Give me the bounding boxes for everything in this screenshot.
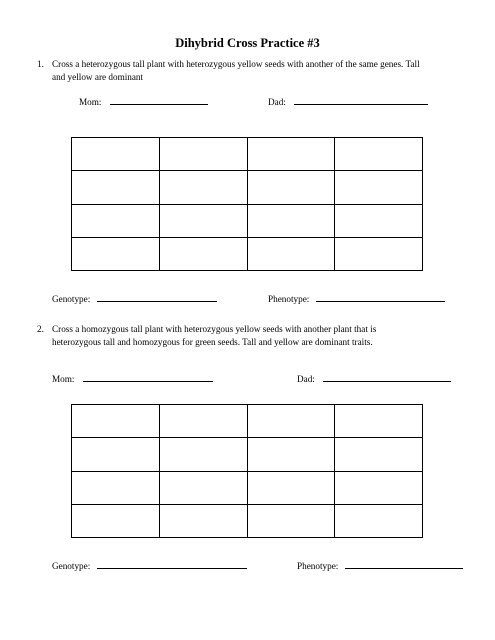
question-2-dad-field (297, 372, 451, 384)
punnett-cell[interactable] (72, 138, 160, 171)
punnett-cell[interactable] (159, 138, 247, 171)
question-2-mom-label: Mom: (52, 374, 75, 384)
question-1-genotype-label: Genotype: (52, 294, 91, 304)
question-2-punnett-square (71, 404, 423, 538)
question-1-mom-blank[interactable] (110, 95, 208, 105)
question-1-dad-blank[interactable] (294, 95, 428, 105)
punnett-cell[interactable] (72, 237, 160, 270)
question-1-mom-field (79, 95, 208, 107)
question-1-phenotype-blank[interactable] (316, 292, 445, 302)
question-2-phenotype-field (297, 559, 463, 571)
question-1-number: 1. (37, 59, 44, 69)
question-2-genotype-label: Genotype: (52, 561, 91, 571)
question-1-line-2: and yellow are dominant (52, 71, 144, 82)
punnett-cell[interactable] (335, 504, 423, 537)
question-1-genotype-field (52, 292, 217, 304)
question-2-line-1: Cross a homozygous tall plant with heterozygous yellow seeds with another plant that is (52, 324, 377, 334)
punnett-cell[interactable] (72, 504, 160, 537)
punnett-cell[interactable] (247, 138, 335, 171)
punnett-cell[interactable] (159, 504, 247, 537)
worksheet-title: Dihybrid Cross Practice #3 (175, 36, 320, 50)
punnett-cell[interactable] (247, 471, 335, 504)
punnett-cell[interactable] (247, 504, 335, 537)
punnett-cell[interactable] (335, 237, 423, 270)
question-2-genotype-blank[interactable] (97, 559, 247, 569)
punnett-cell[interactable] (159, 471, 247, 504)
question-1-mom-label: Mom: (79, 97, 102, 107)
question-2-phenotype-label: Phenotype: (297, 561, 339, 571)
question-2-line-2: heterozygous tall and homozygous for green seeds. Tall and yellow are dominant traits. (52, 336, 373, 347)
question-2-phenotype-blank[interactable] (345, 559, 463, 569)
punnett-cell[interactable] (72, 171, 160, 204)
punnett-cell[interactable] (335, 204, 423, 237)
punnett-cell[interactable] (159, 438, 247, 471)
question-2-number: 2. (37, 324, 44, 334)
question-1-dad-field (268, 95, 428, 107)
punnett-cell[interactable] (335, 438, 423, 471)
question-1-punnett-square (71, 137, 423, 271)
punnett-cell[interactable] (335, 405, 423, 438)
punnett-cell[interactable] (335, 138, 423, 171)
question-2-mom-field (52, 372, 213, 384)
punnett-cell[interactable] (72, 204, 160, 237)
punnett-cell[interactable] (247, 405, 335, 438)
question-2-dad-label: Dad: (297, 374, 315, 384)
question-2-dad-blank[interactable] (323, 372, 451, 382)
question-2-mom-blank[interactable] (83, 372, 213, 382)
question-1-dad-label: Dad: (268, 97, 286, 107)
punnett-cell[interactable] (159, 405, 247, 438)
punnett-cell[interactable] (247, 171, 335, 204)
punnett-cell[interactable] (335, 471, 423, 504)
question-1-phenotype-label: Phenotype: (268, 294, 310, 304)
punnett-cell[interactable] (159, 171, 247, 204)
punnett-cell[interactable] (247, 438, 335, 471)
punnett-cell[interactable] (247, 237, 335, 270)
punnett-cell[interactable] (159, 237, 247, 270)
question-2-genotype-field (52, 559, 247, 571)
punnett-cell[interactable] (72, 438, 160, 471)
punnett-cell[interactable] (72, 471, 160, 504)
punnett-cell[interactable] (159, 204, 247, 237)
question-1-line-1: Cross a heterozygous tall plant with heterozygous yellow seeds with another of the same genes. Tall (52, 59, 420, 69)
punnett-cell[interactable] (72, 405, 160, 438)
question-1-phenotype-field (268, 292, 445, 304)
punnett-cell[interactable] (335, 171, 423, 204)
question-1-genotype-blank[interactable] (97, 292, 217, 302)
punnett-cell[interactable] (247, 204, 335, 237)
